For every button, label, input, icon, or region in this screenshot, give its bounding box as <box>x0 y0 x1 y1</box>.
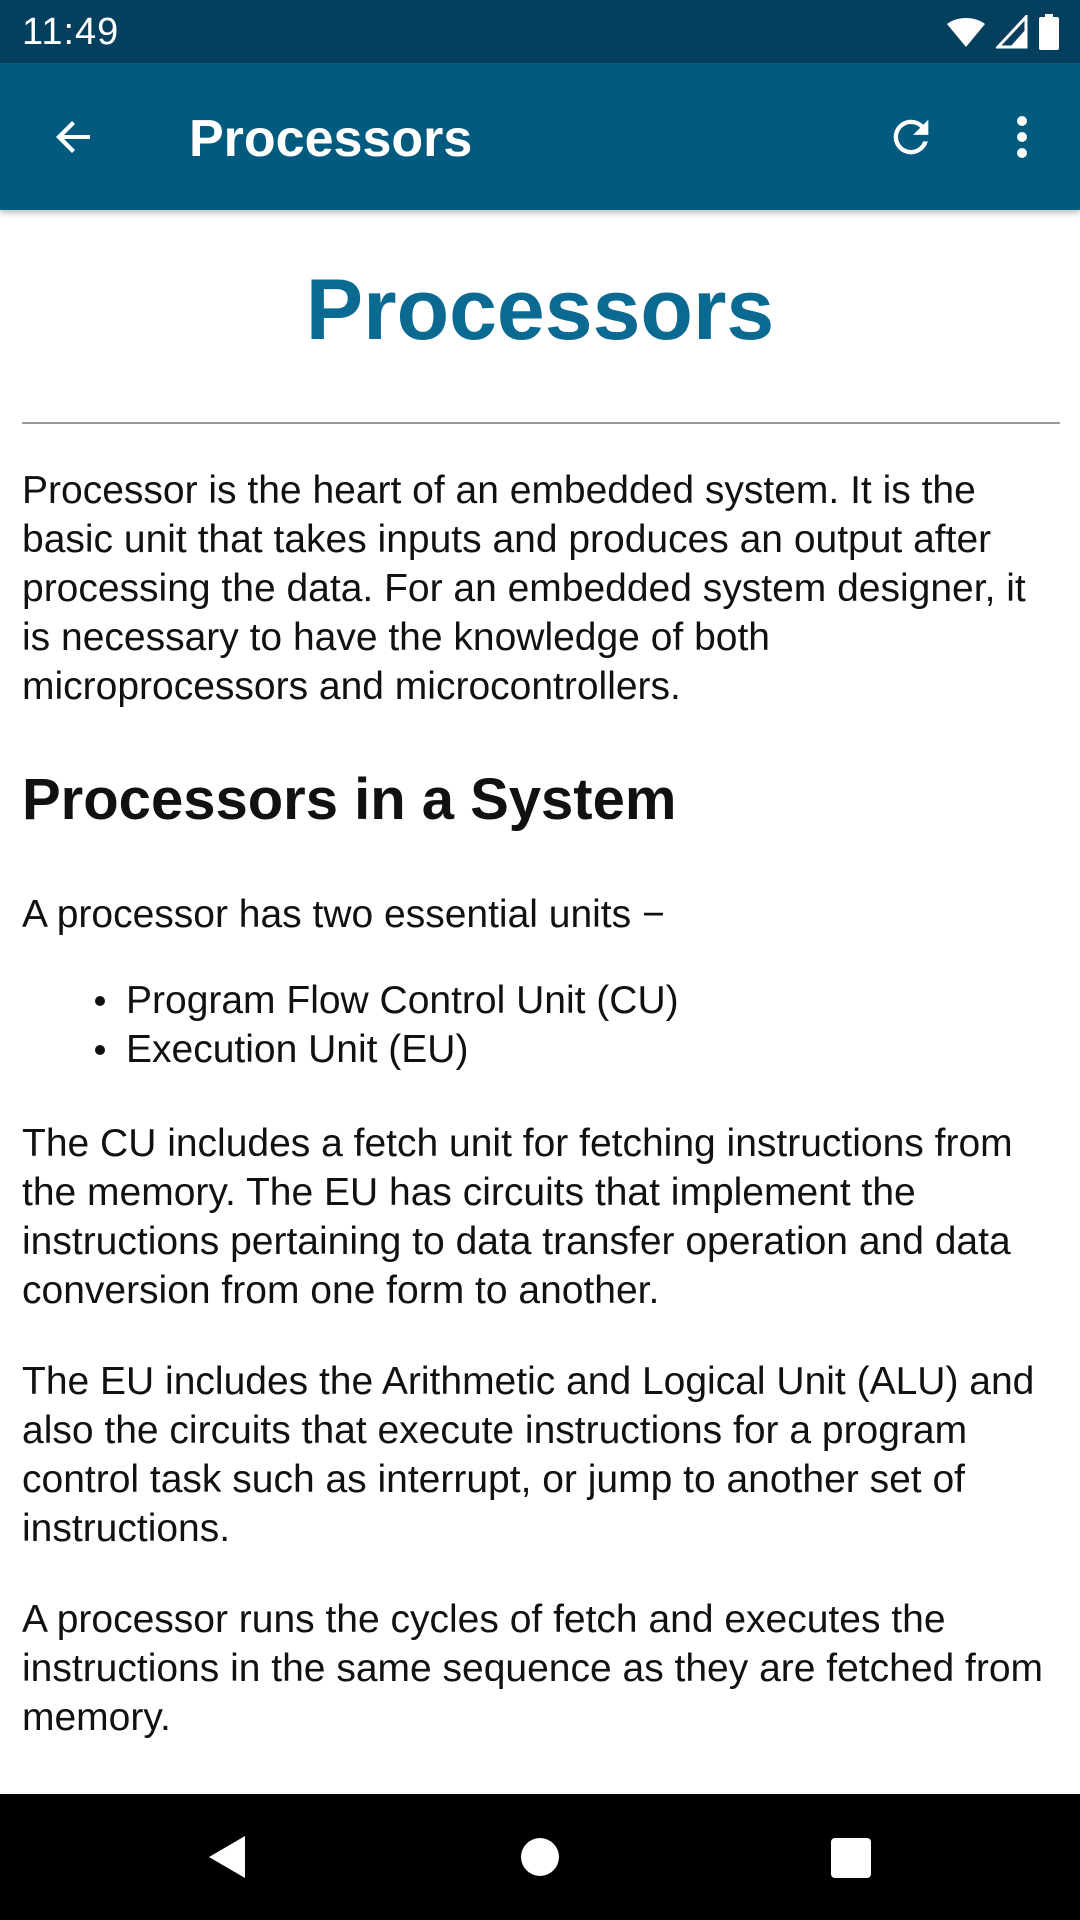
refresh-button[interactable] <box>875 101 947 173</box>
more-vert-icon <box>1012 113 1032 161</box>
more-options-button[interactable] <box>986 101 1058 173</box>
list-item-label: Execution Unit (EU) <box>126 1028 469 1071</box>
nav-recents-icon[interactable] <box>831 1838 871 1878</box>
article-content[interactable] <box>0 210 1080 1794</box>
divider <box>22 422 1060 424</box>
status-icons <box>946 12 1060 52</box>
bullet-dot <box>95 996 105 1006</box>
status-bar <box>0 0 1080 63</box>
list-item <box>22 976 1022 1025</box>
eu-paragraph: The EU includes the Arithmetic and Logical Unit (ALU) and also the circuits that execute instructions for a program control task such as interrupt, or jump to another set of instructions. <box>22 1360 1035 1550</box>
nav-home-icon[interactable] <box>521 1838 559 1876</box>
section-intro-paragraph: A processor has two essential units − <box>22 893 665 936</box>
list-item <box>22 1025 1022 1074</box>
list-item-label: Program Flow Control Unit (CU) <box>126 979 679 1022</box>
status-time: 11:49 <box>22 11 120 53</box>
units-list <box>22 976 1022 1074</box>
arrow-back-icon <box>50 113 98 161</box>
intro-paragraph: Processor is the heart of an embedded system. It is the basic unit that takes inputs and produces an output after processing the data. For an embedded system designer, it is necessary to have the knowledge of both microprocessors and microcontrollers. <box>22 469 1026 708</box>
wifi-icon <box>946 16 986 48</box>
back-button[interactable] <box>38 101 110 173</box>
battery-icon <box>1038 14 1060 50</box>
cycle-paragraph: A processor runs the cycles of fetch and executes the instructions in the same sequence as they are fetched from memory. <box>22 1598 1044 1739</box>
bullet-dot <box>95 1045 105 1055</box>
page-title: Processors <box>305 262 775 358</box>
app-bar-title: Processors <box>189 110 473 168</box>
app-bar <box>0 63 1080 210</box>
section-heading: Processors in a System <box>22 767 677 832</box>
refresh-icon <box>885 111 937 163</box>
nav-back-icon[interactable] <box>205 1834 251 1880</box>
cu-paragraph: The CU includes a fetch unit for fetching instructions from the memory. The EU has circuits that implement the instructions pertaining to data transfer operation and data conversion from one form to another. <box>22 1122 1013 1312</box>
signal-icon <box>996 15 1028 49</box>
system-nav-bar <box>0 1794 1080 1920</box>
